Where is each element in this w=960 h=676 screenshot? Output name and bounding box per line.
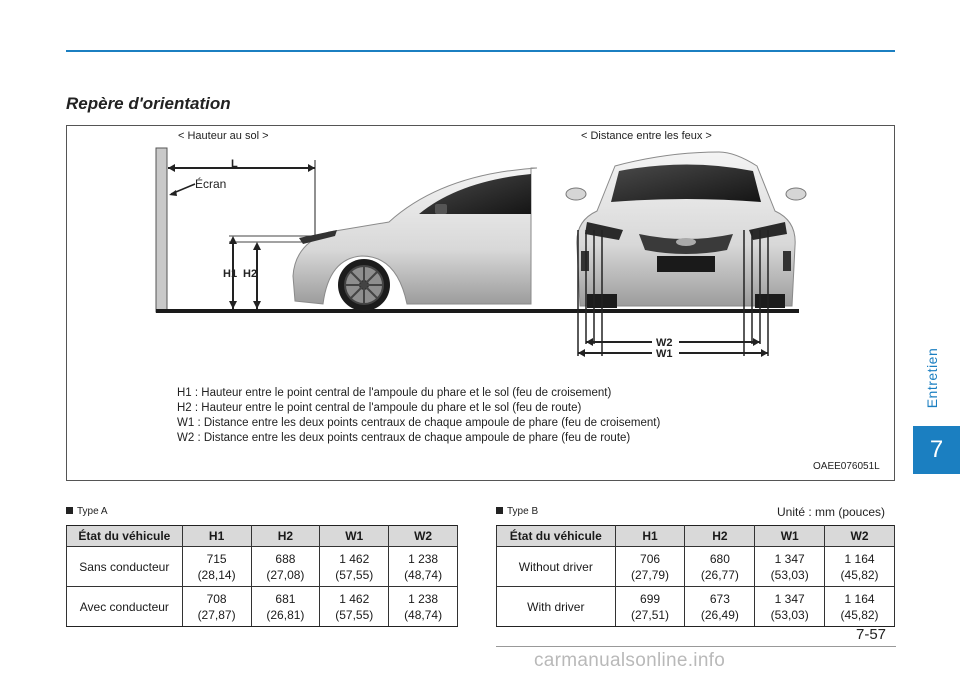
table-cell: 1 462 (57,55) (320, 547, 389, 587)
legend-h1: H1 : Hauteur entre le point central de l'ampoule du phare et le sol (feu de croisement) (177, 387, 612, 399)
table-cell: 1 347 (53,03) (755, 587, 825, 627)
table-cell: 1 347 (53,03) (755, 547, 825, 587)
h1-label: H1 (223, 268, 238, 280)
screen-label: Écran (195, 177, 227, 191)
spec-table-type-a (66, 525, 458, 627)
table-cell: 699 (27,51) (615, 587, 685, 627)
table-header: État du véhicule (67, 526, 183, 547)
section-title: Repère d'orientation (66, 94, 231, 113)
table-header: H2 (251, 526, 320, 547)
spec-table-type-b (496, 525, 895, 627)
footer-rule (496, 646, 896, 647)
table-cell: 715 (28,14) (182, 547, 251, 587)
header-rule (66, 50, 895, 52)
h2-label: H2 (243, 268, 258, 280)
table-row (497, 587, 895, 627)
table-header: W2 (389, 526, 458, 547)
table-header: H2 (685, 526, 755, 547)
page-number: 7-57 (856, 626, 887, 643)
figure-code: OAEE076051L (813, 461, 880, 472)
table-row (497, 547, 895, 587)
chapter-number-badge[interactable]: 7 (913, 426, 960, 474)
table-cell: 1 238 (48,74) (389, 547, 458, 587)
l-label: L (231, 158, 238, 170)
legend-w1: W1 : Distance entre les deux points centraux de chaque ampoule de phare (feu de croisement) (177, 417, 661, 429)
chapter-tab-label: Entretien (924, 347, 940, 409)
table-header: W1 (755, 526, 825, 547)
table-cell: 1 164 (45,82) (825, 587, 895, 627)
table-row (67, 547, 458, 587)
row-state: Sans conducteur (67, 547, 183, 587)
table-cell: 1 238 (48,74) (389, 587, 458, 627)
row-state: With driver (497, 587, 616, 627)
ground-line (156, 309, 799, 313)
w1-label: W1 (656, 348, 673, 360)
lamp-distance-caption: < Distance entre les feux > (581, 130, 712, 142)
table-cell: 680 (26,77) (685, 547, 755, 587)
chapter-tab[interactable] (922, 336, 942, 426)
legend-w2: W2 : Distance entre les deux points centraux de chaque ampoule de phare (feu de route) (177, 432, 631, 444)
table-cell: 673 (26,49) (685, 587, 755, 627)
screen-wall (156, 148, 167, 312)
table-cell: 688 (27,08) (251, 547, 320, 587)
row-state: Without driver (497, 547, 616, 587)
type-a-label: Type A (66, 506, 108, 517)
table-cell: 706 (27,79) (615, 547, 685, 587)
table-cell: 708 (27,87) (182, 587, 251, 627)
table-header: H1 (182, 526, 251, 547)
table-cell: 1 462 (57,55) (320, 587, 389, 627)
table-row (67, 587, 458, 627)
w2-label: W2 (656, 337, 673, 349)
table-cell: 681 (26,81) (251, 587, 320, 627)
table-header: W1 (320, 526, 389, 547)
table-header: W2 (825, 526, 895, 547)
car-side-view (293, 168, 537, 311)
ground-clearance-caption: < Hauteur au sol > (178, 130, 269, 142)
table-header: H1 (615, 526, 685, 547)
table-cell: 1 164 (45,82) (825, 547, 895, 587)
headlamp-aiming-figure (66, 125, 895, 481)
table-header: État du véhicule (497, 526, 616, 547)
row-state: Avec conducteur (67, 587, 183, 627)
watermark[interactable]: carmanualsonline.info (534, 650, 726, 671)
type-b-label: Type B (496, 506, 538, 517)
legend-h2: H2 : Hauteur entre le point central de l'ampoule du phare et le sol (feu de route) (177, 402, 582, 414)
unit-label: Unité : mm (pouces) (777, 505, 886, 519)
